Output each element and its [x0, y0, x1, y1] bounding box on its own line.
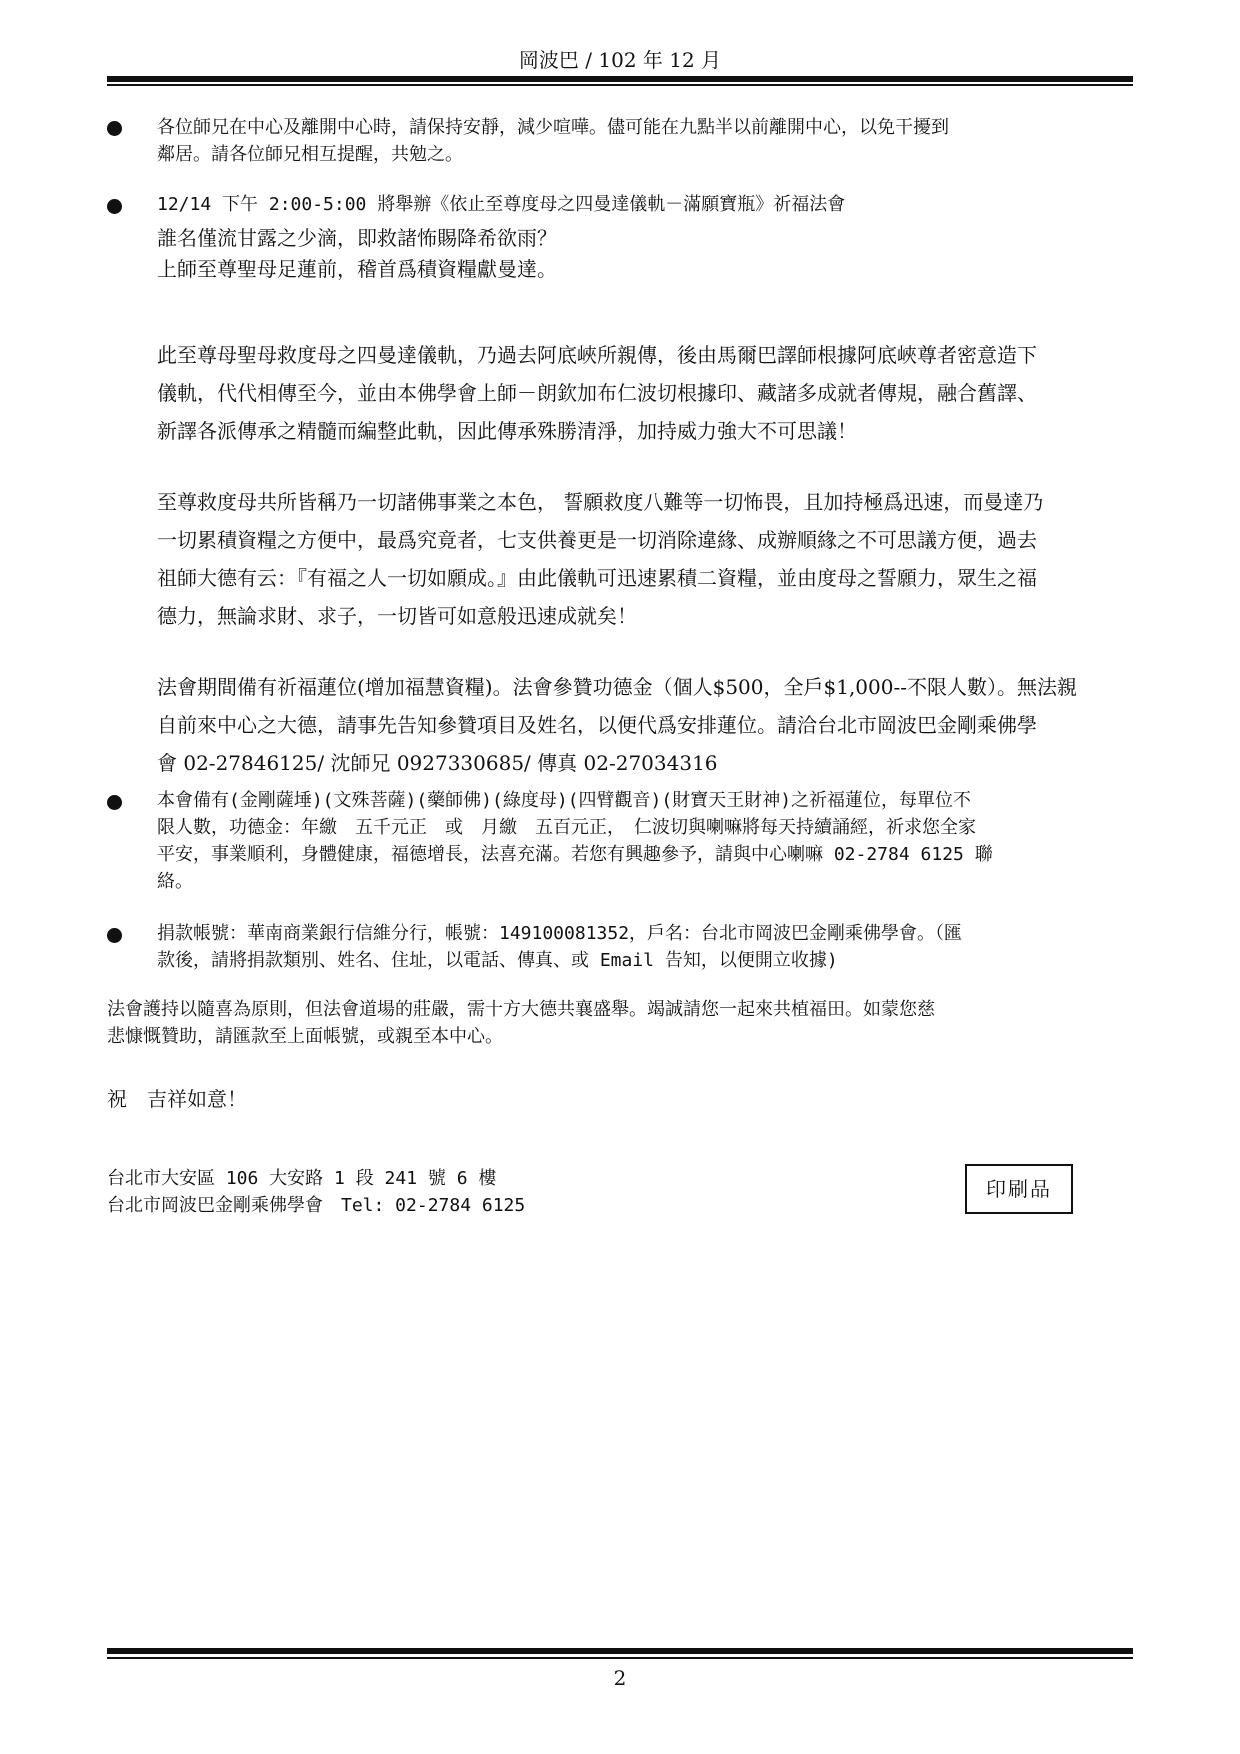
- text-line: 此至尊母聖母救度母之四曼達儀軌，乃過去阿底峽所親傳，後由馬爾巴譯師根據阿底峽尊者密意造下: [157, 343, 1037, 367]
- verse-line: 上師至尊聖母足蓮前，稽首爲積資糧獻曼達。: [157, 257, 557, 281]
- bullet-dot: [107, 795, 122, 810]
- page-number: 2: [613, 1666, 627, 1690]
- text-line: 悲慷慨贊助，請匯款至上面帳號，或親至本中心。: [107, 1026, 503, 1047]
- text-line: 絡。: [157, 871, 193, 892]
- paragraph-offering: [157, 668, 1157, 782]
- address-line: 台北市岡波巴金剛乘佛學會 Tel: 02-2784 6125: [107, 1195, 526, 1216]
- text-line: 鄰居。請各位師兄相互提醒，共勉之。: [157, 144, 463, 165]
- header-rule-thick: [107, 76, 1133, 82]
- verse: [157, 223, 1157, 285]
- paragraph-tara: [157, 483, 1157, 635]
- event-title: 12/14 下午 2:00-5:00 將舉辦《依止至尊度母之四曼達儀軌－滿願寶瓶》祈福法會: [157, 194, 846, 215]
- footer-rule-thin: [107, 1657, 1133, 1659]
- closing-wish: 祝 吉祥如意！: [107, 1087, 247, 1111]
- event-heading: [157, 191, 845, 218]
- bullet-dot: [107, 199, 122, 214]
- notice-lotus-seats: [157, 787, 993, 895]
- text-line: 平安，事業順利，身體健康，福德增長，法喜充滿。若您有興趣參予，請與中心喇嘛 02-2784 6125 聯: [157, 844, 993, 865]
- address-block: [107, 1165, 525, 1219]
- footer-rule-thick: [107, 1648, 1133, 1654]
- text-line: 法會護持以隨喜為原則，但法會道場的莊嚴，需十方大德共襄盛舉。竭誠請您一起來共植福田。如蒙您慈: [107, 999, 935, 1020]
- header-rule-thin: [107, 84, 1133, 86]
- page-header-title: 岡波巴 / 102 年 12 月: [518, 48, 722, 72]
- text-line: 各位師兄在中心及離開中心時，請保持安靜，減少喧嘩。儘可能在九點半以前離開中心，以免干擾到: [157, 117, 949, 138]
- text-line: 法會期間備有祈福蓮位(增加福慧資糧)。法會參贊功德金（個人$500，全戶$1,000--不限人數）。無法親: [157, 675, 1077, 699]
- text-line: 儀軌，代代相傳至今，並由本佛學會上師－朗欽加布仁波切根據印、藏諸多成就者傳規，融合舊譯、: [157, 381, 1037, 405]
- text-line: 新譯各派傳承之精髓而編整此軌，因此傳承殊勝清淨，加持威力強大不可思議！: [157, 419, 857, 443]
- text-line: 德力，無論求財、求子，一切皆可如意般迅速成就矣！: [157, 604, 637, 628]
- printed-matter-stamp: 印刷品: [965, 1164, 1073, 1214]
- paragraph-lineage: [157, 336, 1157, 450]
- text-line: 款後，請將捐款類別、姓名、住址，以電話、傳真、或 Email 告知，以便開立收據): [157, 950, 838, 971]
- bullet-dot: [107, 121, 122, 136]
- text-line: 祖師大德有云：『有福之人一切如願成。』由此儀軌可迅速累積二資糧，並由度母之誓願力，眾生之福: [157, 566, 1037, 590]
- verse-line: 誰名僅流甘露之少滴，即救諸怖賜降希欲雨？: [157, 226, 557, 250]
- text-line: 會 02-27846125/ 沈師兄 0927330685/ 傳真 02-27034316: [157, 751, 718, 775]
- text-line: 捐款帳號：華南商業銀行信維分行，帳號：149100081352，戶名：台北市岡波巴金剛乘佛學會。（匯: [157, 923, 963, 944]
- closing-paragraph: [107, 996, 935, 1050]
- bullet-dot: [107, 928, 122, 943]
- text-line: 至尊救度母共所皆稱乃一切諸佛事業之本色， 誓願救度八難等一切怖畏，且加持極爲迅速，而曼達乃: [157, 490, 1044, 514]
- text-line: 一切累積資糧之方便中，最爲究竟者，七支供養更是一切消除違緣、成辦順緣之不可思議方便，過去: [157, 528, 1037, 552]
- notice-quiet: [157, 114, 949, 168]
- text-line: 自前來中心之大德，請事先告知參贊項目及姓名，以便代爲安排蓮位。請洽台北市岡波巴金剛乘佛學: [157, 713, 1037, 737]
- text-line: 限人數，功德金：年繳 五千元正 或 月繳 五百元正， 仁波切與喇嘛將每天持續誦經，祈求您全家: [157, 817, 976, 838]
- address-line: 台北市大安區 106 大安路 1 段 241 號 6 樓: [107, 1168, 497, 1189]
- notice-donation-account: [157, 920, 962, 974]
- text-line: 本會備有(金剛薩埵)(文殊菩薩)(藥師佛)(綠度母)(四臂觀音)(財寶天王財神)之祈福蓮位，每單位不: [157, 790, 972, 811]
